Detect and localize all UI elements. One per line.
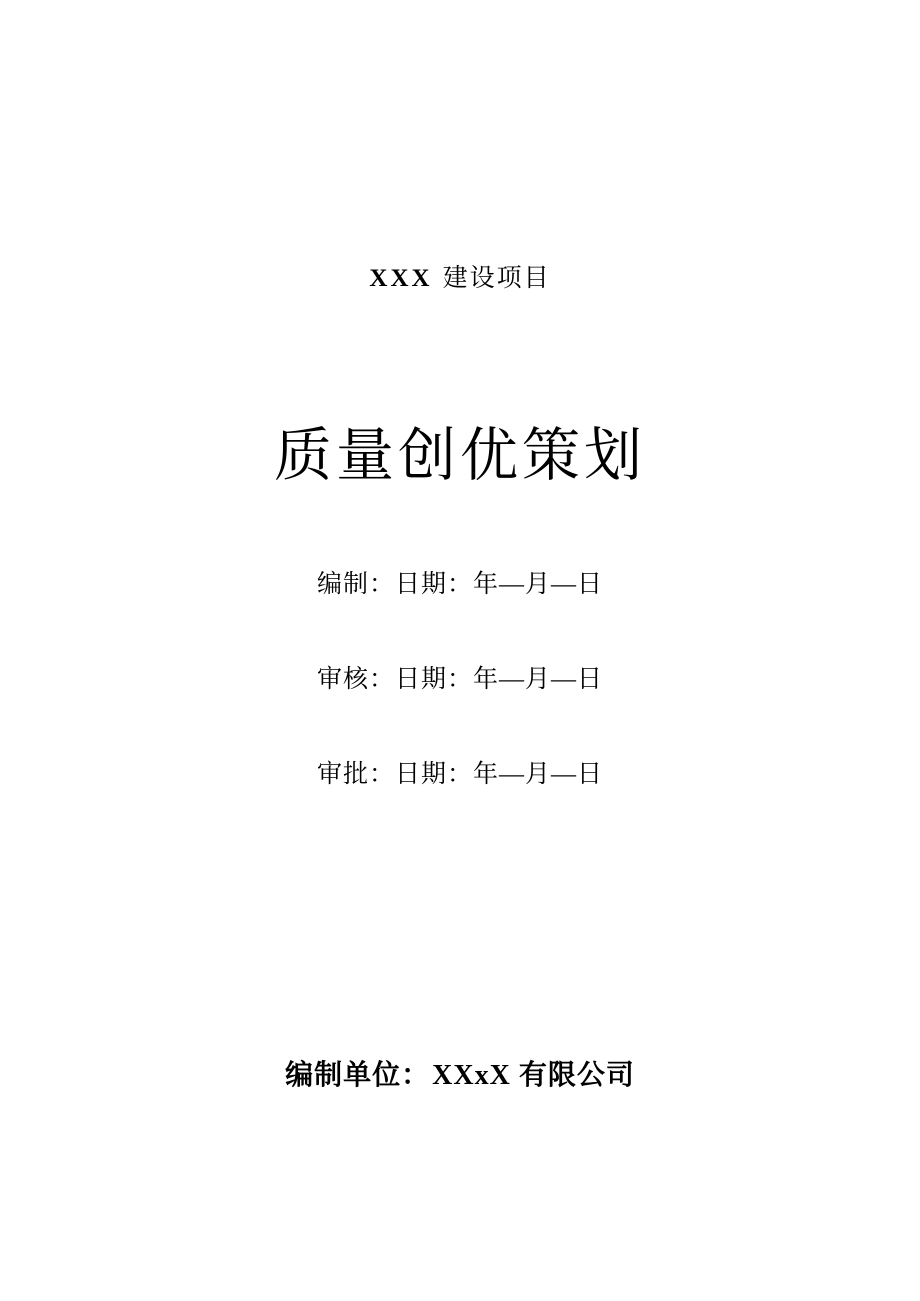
signoff-line-compile: 编制：日期：年—月—日: [316, 571, 603, 598]
compiling-unit-line: [0, 1058, 920, 1094]
signoff-line-review: 审核：日期：年—月—日: [316, 666, 603, 693]
project-type-label: 建设项目: [442, 265, 551, 292]
compiling-unit-label: 编制单位：: [285, 1060, 431, 1091]
signoff-line-approve: 审批：日期：年—月—日: [316, 761, 603, 788]
document-title: 质量创优策划: [273, 423, 646, 488]
project-name-line: [0, 263, 920, 295]
compiling-unit-company: XXxX 有限公司: [432, 1060, 635, 1091]
project-code: XXX: [369, 265, 433, 292]
